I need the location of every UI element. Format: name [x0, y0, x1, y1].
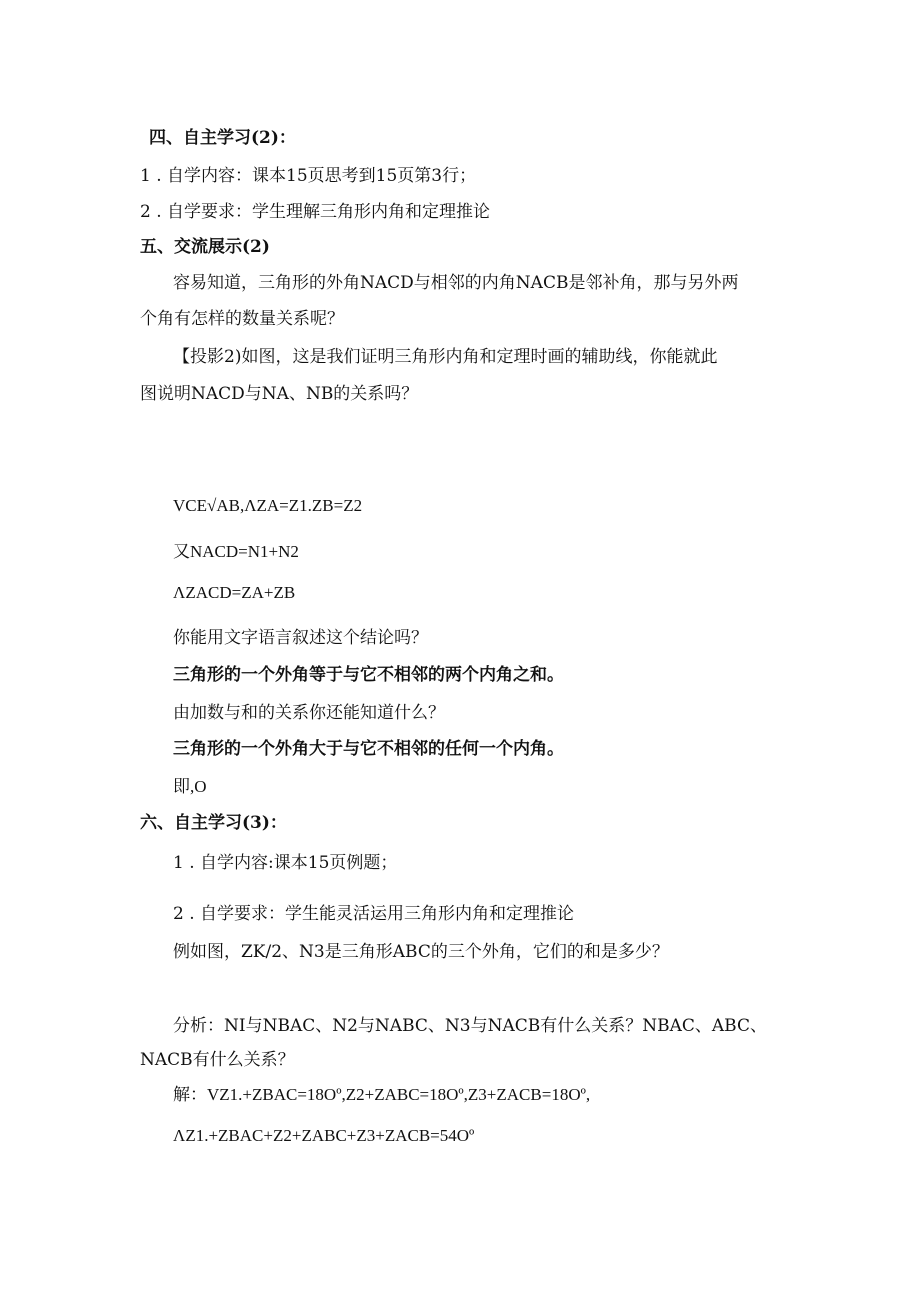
formula-line: 即,O [173, 777, 207, 796]
section-heading-6: 六、自主学习(3)： [140, 813, 287, 833]
analysis-line: 分析：NI与NBAC、N2与NABC、N3与NACB有什么关系？NBAC、ABC、 [173, 1016, 767, 1036]
solution-line: ΛZ1.+ZBAC+Z2+ZABC+Z3+ZACB=54Oº [173, 1126, 475, 1145]
proof-line: 又NACD=N1+N2 [173, 542, 299, 561]
proof-line: VCE√AB,ΛZA=Z1.ZB=Z2 [173, 496, 363, 515]
section-heading-5: 五、交流展示(2) [140, 237, 270, 257]
list-item-2: 2 . 自学要求：学生能灵活运用三角形内角和定理推论 [173, 904, 575, 924]
paragraph-line: 【投影2)如图，这是我们证明三角形内角和定理时画的辅助线，你能就此 [173, 347, 718, 367]
proof-line: ΛZACD=ZA+ZB [173, 583, 296, 602]
solution-line: 解：VZ1.+ZBAC=18Oº,Z2+ZABC=18Oº,Z3+ZACB=18Oº, [173, 1085, 591, 1104]
list-item-1: 1 . 自学内容:课本15页例题； [173, 853, 398, 873]
conclusion-line: 三角形的一个外角大于与它不相邻的任何一个内角。 [173, 739, 564, 759]
section-heading-4: 四、自主学习(2)： [149, 128, 296, 148]
analysis-line: NACB有什么关系？ [140, 1050, 295, 1070]
question-line: 由加数与和的关系你还能知道什么？ [173, 703, 445, 723]
question-line: 你能用文字语言叙述这个结论吗？ [173, 628, 428, 648]
paragraph-line: 图说明NACD与NA、NB的关系吗？ [140, 384, 419, 404]
paragraph-line: 个角有怎样的数量关系呢？ [140, 309, 344, 329]
list-item-1: 1 . 自学内容：课本15页思考到15页第3行； [140, 166, 477, 186]
list-item-2: 2 . 自学要求：学生理解三角形内角和定理推论 [140, 202, 491, 222]
conclusion-line: 三角形的一个外角等于与它不相邻的两个内角之和。 [173, 665, 564, 685]
paragraph-line: 容易知道，三角形的外角NACD与相邻的内角NACB是邻补角，那与另外两 [173, 273, 739, 293]
example-line: 例如图，ZK/2、N3是三角形ABC的三个外角，它们的和是多少？ [173, 942, 669, 962]
